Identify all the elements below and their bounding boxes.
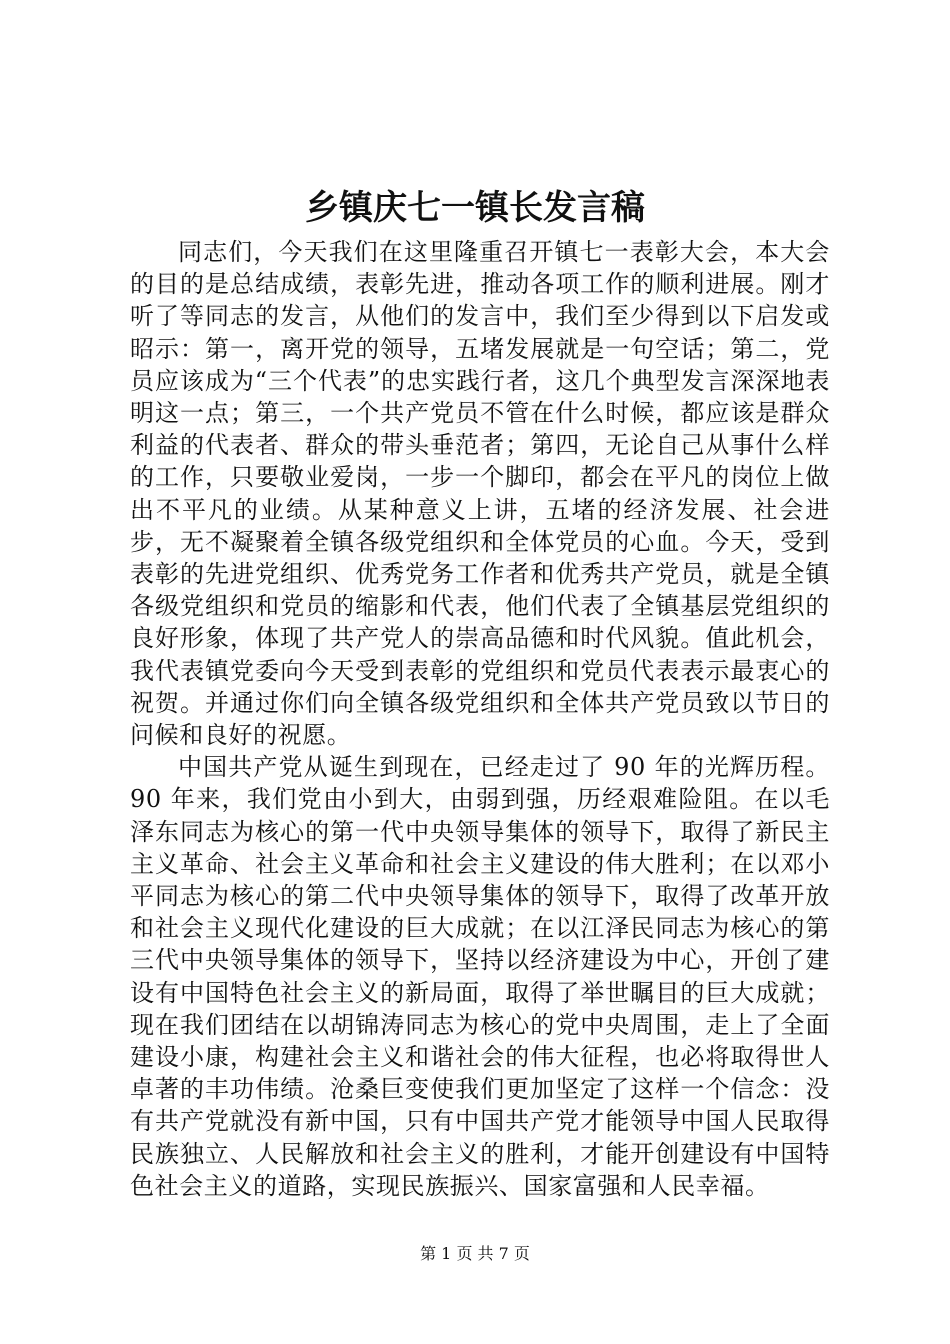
paragraph-2: 中国共产党从诞生到现在，已经走过了 90 年的光辉历程。90 年来，我们党由小到大，由弱到强，历经艰难险阻。在以毛泽东同志为核心的第一代中央领导集体的领导下，取得了新民主主义革命、社会主义革命和社会主义建设的伟大胜利；在以邓小平同志为核心的第二代中央领导集体的领导下，取得了改革开放和社会主义现代化建设的巨大成就；在以江泽民同志为核心的第三代中央领导集体的领导下，坚持以经济建设为中心，开创了建设有中国特色社会主义的新局面，取得了举世瞩目的巨大成就；现在我们团结在以胡锦涛同志为核心的党中央周围，走上了全面建设小康，构建社会主义和谐社会的伟大征程，也必将取得世人卓著的丰功伟绩。沧桑巨变使我们更加坚定了这样一个信念：没有共产党就没有新中国，只有中国共产党才能领导中国人民取得民族独立、人民解放和社会主义的胜利，才能开创建设有中国特色社会主义的道路，实现民族振兴、国家富强和人民幸福。 — [130, 753, 830, 1200]
page-footer: 第 1 页 共 7 页 — [420, 1244, 530, 1263]
paragraph-1: 同志们，今天我们在这里隆重召开镇七一表彰大会，本大会的目的是总结成绩，表彰先进，推动各项工作的顺利进展。刚才听了等同志的发言，从他们的发言中，我们至少得到以下启发或昭示：第一，离开党的领导，五堵发展就是一句空话；第二，党员应该成为“三个代表”的忠实践行者，这几个典型发言深深地表明这一点；第三，一个共产党员不管在什么时候，都应该是群众利益的代表者、群众的带头垂范者；第四，无论自己从事什么样的工作，只要敬业爱岗，一步一个脚印，都会在平凡的岗位上做出不平凡的业绩。从某种意义上讲，五堵的经济发展、社会进步，无不凝聚着全镇各级党组织和全体党员的心血。今天，受到表彰的先进党组织、优秀党务工作者和优秀共产党员，就是全镇各级党组织和党员的缩影和代表，他们代表了全镇基层党组织的良好形象，体现了共产党人的崇高品德和时代风貌。值此机会，我代表镇党委向今天受到表彰的党组织和党员代表表示最衷心的祝贺。并通过你们向全镇各级党组织和全体共产党员致以节日的问候和良好的祝愿。 — [130, 238, 830, 750]
document-body — [130, 236, 830, 1202]
document-title: 乡镇庆七一镇长发言稿 — [305, 188, 645, 228]
